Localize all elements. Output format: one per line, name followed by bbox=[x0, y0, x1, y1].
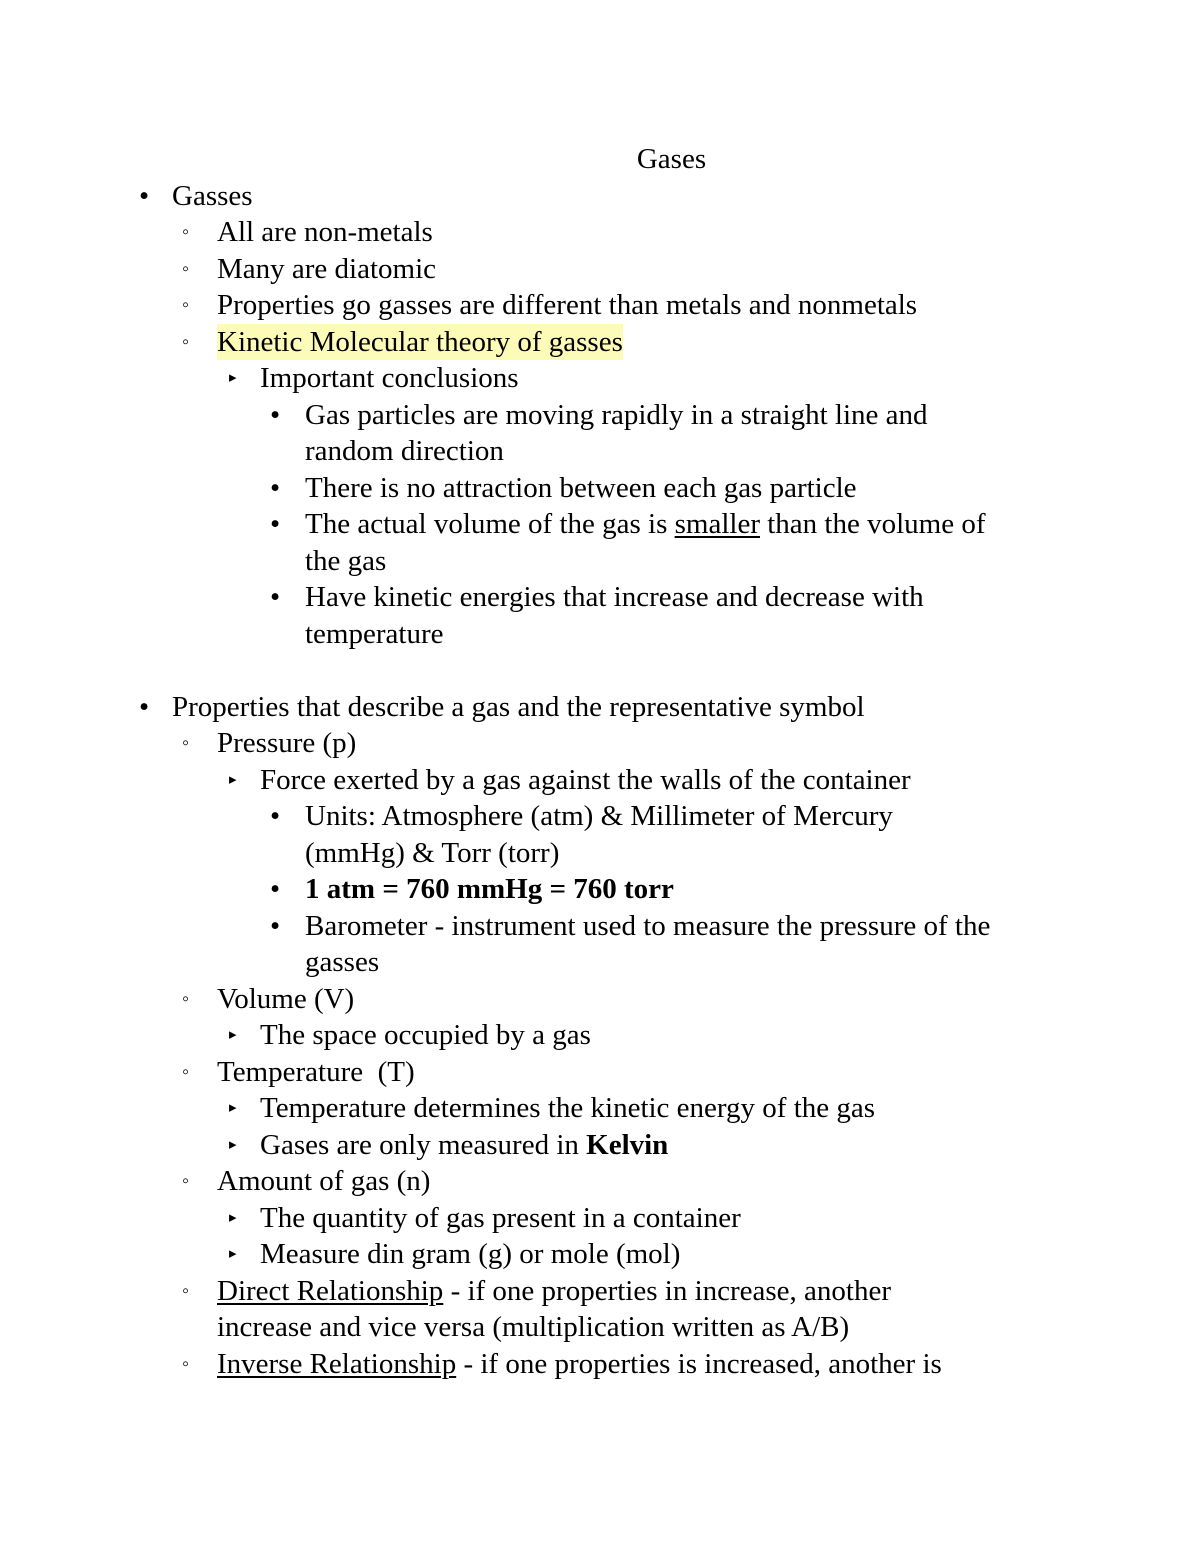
underlined-text: Direct Relationship bbox=[217, 1274, 444, 1307]
arrow-marker: ▸ bbox=[229, 370, 237, 386]
circle-marker: ◦ bbox=[182, 1170, 190, 1192]
arrow-marker: ▸ bbox=[229, 771, 237, 788]
list-item bbox=[0, 287, 1200, 324]
list-item-text: There is no attraction between each gas particle bbox=[305, 471, 857, 504]
circle-marker: ◦ bbox=[182, 732, 190, 754]
list-item-continuation bbox=[0, 616, 1200, 653]
document-content bbox=[0, 178, 1200, 1383]
circle-marker: ◦ bbox=[182, 1279, 190, 1302]
list-item-continuation bbox=[0, 433, 1200, 470]
document-title: Gases bbox=[636, 143, 707, 175]
list-item-text: Have kinetic energies that increase and decrease with bbox=[305, 581, 924, 613]
bold-text: Kelvin bbox=[586, 1128, 669, 1161]
list-item bbox=[0, 214, 1200, 251]
list-item-continuation bbox=[0, 944, 1200, 981]
list-item bbox=[0, 178, 1200, 215]
text-segment: Gases are only measured in bbox=[260, 1128, 587, 1161]
dot-marker: • bbox=[270, 398, 281, 431]
dot-marker: • bbox=[270, 471, 281, 504]
list-item bbox=[0, 1163, 1200, 1200]
list-item bbox=[0, 397, 1200, 434]
list-item-continuation bbox=[0, 1309, 1200, 1346]
list-item-text: Gas particles are moving rapidly in a straight line and bbox=[305, 398, 928, 431]
list-item bbox=[0, 579, 1200, 616]
list-item-text: The space occupied by a gas bbox=[260, 1019, 591, 1051]
dot-marker: • bbox=[270, 909, 281, 942]
circle-marker: ◦ bbox=[182, 987, 190, 1010]
list-item bbox=[0, 1054, 1200, 1091]
list-item-text: Many are diatomic bbox=[217, 252, 437, 285]
list-item-text: Pressure (p) bbox=[217, 727, 357, 759]
bullet-marker: • bbox=[139, 690, 150, 723]
list-item bbox=[0, 251, 1200, 288]
list-item bbox=[0, 725, 1200, 762]
list-item-continuation bbox=[0, 835, 1200, 872]
list-item-text bbox=[260, 1127, 668, 1164]
list-item bbox=[0, 1090, 1200, 1127]
circle-marker: ◦ bbox=[182, 1352, 190, 1375]
list-item-text: increase and vice versa (multiplication written as A/B) bbox=[217, 1311, 850, 1343]
list-item bbox=[0, 360, 1200, 397]
list-item-text: Properties go gasses are different than metals and nonmetals bbox=[217, 289, 918, 321]
list-item-text: The quantity of gas present in a container bbox=[260, 1201, 741, 1234]
circle-marker: ◦ bbox=[182, 1060, 190, 1083]
list-item-text: temperature bbox=[305, 617, 444, 650]
list-item-text: the gas bbox=[305, 544, 387, 577]
list-item-text bbox=[217, 1346, 942, 1383]
list-item-text bbox=[305, 506, 986, 543]
highlighted-text: Kinetic Molecular theory of gasses bbox=[217, 324, 623, 361]
circle-marker: ◦ bbox=[182, 330, 190, 353]
circle-marker: ◦ bbox=[182, 221, 190, 243]
list-item-text: Properties that describe a gas and the representative symbol bbox=[172, 690, 865, 723]
underlined-text: Inverse Relationship bbox=[217, 1347, 457, 1380]
blank-line bbox=[0, 652, 1200, 689]
list-item bbox=[0, 981, 1200, 1018]
arrow-marker: ▸ bbox=[229, 1027, 237, 1043]
list-item-text: (mmHg) & Torr (torr) bbox=[305, 836, 560, 869]
dot-marker: • bbox=[270, 800, 281, 832]
list-item-text: Force exerted by a gas against the walls of the container bbox=[260, 763, 911, 796]
list-item-text bbox=[217, 1273, 891, 1310]
underlined-text: smaller bbox=[674, 508, 760, 540]
circle-marker: ◦ bbox=[182, 257, 190, 280]
arrow-marker: ▸ bbox=[229, 1209, 237, 1226]
list-item-continuation bbox=[0, 543, 1200, 580]
list-item-text: Temperature determines the kinetic energy of the gas bbox=[260, 1092, 876, 1124]
dot-marker: • bbox=[270, 581, 281, 613]
list-item-text: Amount of gas (n) bbox=[217, 1165, 431, 1197]
list-item bbox=[0, 762, 1200, 799]
arrow-marker: ▸ bbox=[229, 1136, 237, 1153]
list-item bbox=[0, 324, 1200, 361]
list-item bbox=[0, 506, 1200, 543]
list-item bbox=[0, 798, 1200, 835]
circle-marker: ◦ bbox=[182, 294, 190, 316]
list-item-text: Gasses bbox=[172, 179, 253, 212]
text-segment: The actual volume of the gas is bbox=[305, 508, 675, 540]
list-item-text: Important conclusions bbox=[260, 362, 519, 394]
list-item-text: gasses bbox=[305, 946, 380, 978]
list-item bbox=[0, 689, 1200, 726]
text-segment: than the volume of bbox=[760, 508, 986, 540]
dot-marker: • bbox=[270, 873, 281, 905]
list-item bbox=[0, 470, 1200, 507]
bold-text: 1 atm = 760 mmHg = 760 torr bbox=[305, 873, 674, 905]
list-item bbox=[0, 1017, 1200, 1054]
arrow-marker: ▸ bbox=[229, 1246, 237, 1262]
list-item-text: Units: Atmosphere (atm) & Millimeter of Mercury bbox=[305, 800, 893, 832]
bullet-marker: • bbox=[139, 179, 150, 212]
list-item-text: Volume (V) bbox=[217, 982, 355, 1015]
list-item-text: random direction bbox=[305, 435, 504, 467]
list-item bbox=[0, 1273, 1200, 1310]
list-item bbox=[0, 1127, 1200, 1164]
list-item bbox=[0, 1236, 1200, 1273]
list-item-text: Measure din gram (g) or mole (mol) bbox=[260, 1238, 681, 1270]
list-item-text: Temperature (T) bbox=[217, 1055, 415, 1088]
text-segment: - if one properties is increased, another is bbox=[456, 1347, 942, 1380]
list-item bbox=[0, 1346, 1200, 1383]
dot-marker: • bbox=[270, 508, 281, 540]
list-item-text: All are non-metals bbox=[217, 216, 433, 248]
list-item bbox=[0, 1200, 1200, 1237]
list-item-text: Barometer - instrument used to measure the pressure of the bbox=[305, 909, 991, 942]
list-item bbox=[0, 908, 1200, 945]
arrow-marker: ▸ bbox=[229, 1100, 237, 1116]
text-segment: - if one properties in increase, another bbox=[443, 1274, 892, 1307]
list-item bbox=[0, 871, 1200, 908]
